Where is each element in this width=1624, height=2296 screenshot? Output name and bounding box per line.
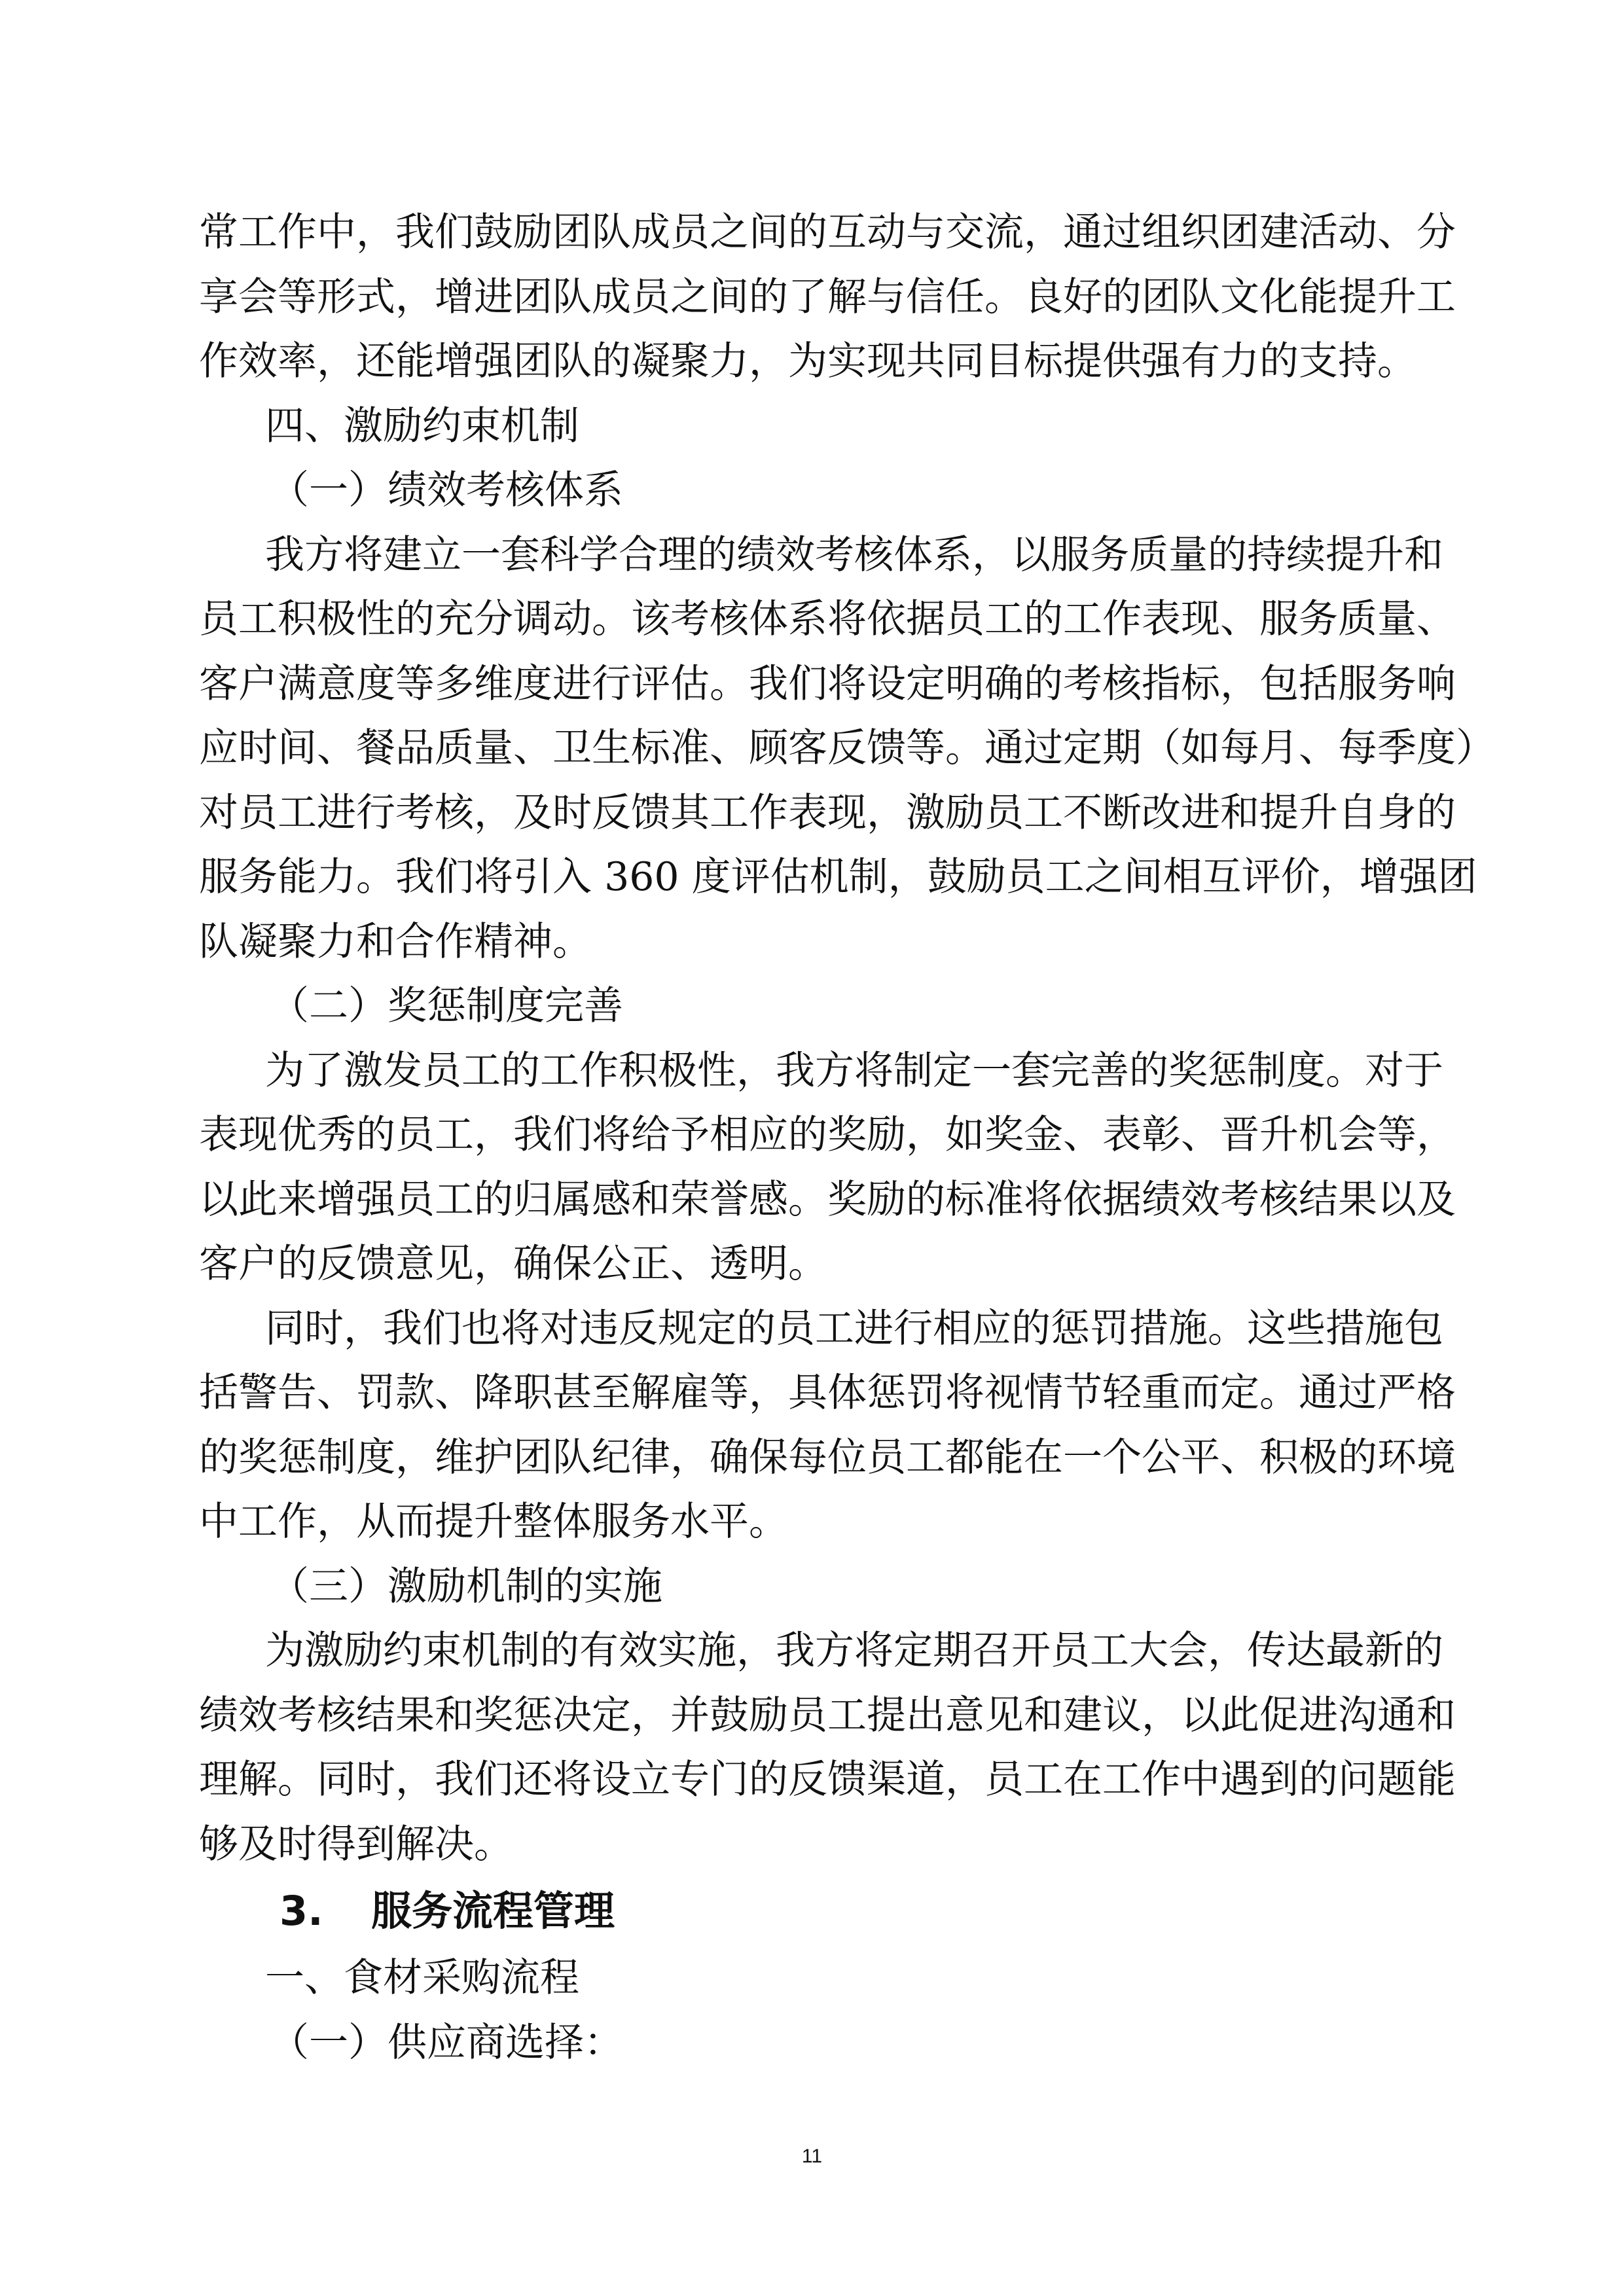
text-line: 应时间、餐品质量、卫生标准、顾客反馈等。通过定期（如每月、每季度） — [199, 725, 1495, 771]
text-line: 常工作中，我们鼓励团队成员之间的互动与交流，通过组织团建活动、分 — [199, 209, 1456, 255]
heading-title: 服务流程管理 — [371, 1887, 615, 1935]
text-line: 中工作，从而提升整体服务水平。 — [199, 1499, 788, 1545]
text-line: 够及时得到解决。 — [199, 1821, 513, 1867]
text-line: 对员工进行考核，及时反馈其工作表现，激励员工不断改进和提升自身的 — [199, 789, 1456, 836]
subsection-title: （一）供应商选择： — [270, 2019, 623, 2066]
text-line: 同时，我们也将对违反规定的员工进行相应的惩罚措施。这些措施包 — [265, 1305, 1443, 1352]
heading-level-3 — [199, 1876, 1428, 1946]
paragraph — [199, 1619, 1456, 1876]
text-line: 的奖惩制度，维护团队纪律，确保每位员工都能在一个公平、积极的环境 — [199, 1434, 1456, 1480]
text-line: 作效率，还能增强团队的凝聚力，为实现共同目标提供强有力的支持。 — [199, 338, 1416, 384]
section-title: 一、食材采购流程 — [265, 1955, 579, 2001]
text-line: 队凝聚力和合作精神。 — [199, 918, 592, 965]
text-line: 我方将建立一套科学合理的绩效考核体系，以服务质量的持续提升和 — [265, 531, 1443, 578]
paragraph — [199, 1297, 1456, 1554]
text-line: 表现优秀的员工，我们将给予相应的奖励，如奖金、表彰、晋升机会等， — [199, 1112, 1456, 1158]
text-line: 员工积极性的充分调动。该考核体系将依据员工的工作表现、服务质量、 — [199, 596, 1456, 642]
subsection-title: （三）激励机制的实施 — [270, 1563, 662, 1609]
text-line: 为激励约束机制的有效实施，我方将定期召开员工大会，传达最新的 — [265, 1628, 1443, 1674]
subsection-title: （一）绩效考核体系 — [270, 467, 623, 513]
subsection-title: （二）奖惩制度完善 — [270, 983, 623, 1029]
text-line: 以此来增强员工的归属感和荣誉感。奖励的标准将依据绩效考核结果以及 — [199, 1176, 1456, 1223]
paragraph — [199, 200, 1456, 394]
heading-number: 3. — [280, 1887, 323, 1935]
text-line: 服务能力。我们将引入 360 度评估机制，鼓励员工之间相互评价，增强团 — [199, 854, 1477, 900]
text-line: 括警告、罚款、降职甚至解雇等，具体惩罚将视情节轻重而定。通过严格 — [199, 1370, 1456, 1416]
document-page — [199, 200, 1495, 2075]
section-title: 四、激励约束机制 — [265, 403, 579, 449]
text-line: 客户满意度等多维度进行评估。我们将设定明确的考核指标，包括服务响 — [199, 660, 1456, 707]
text-line: 理解。同时，我们还将设立专门的反馈渠道，员工在工作中遇到的问题能 — [199, 1757, 1456, 1803]
text-line: 绩效考核结果和奖惩决定，并鼓励员工提出意见和建议，以此促进沟通和 — [199, 1692, 1456, 1738]
paragraph — [199, 1039, 1456, 1297]
paragraph — [199, 523, 1495, 975]
text-line: 客户的反馈意见，确保公正、透明。 — [199, 1241, 827, 1287]
text-line: 为了激发员工的工作积极性，我方将制定一套完善的奖惩制度。对于 — [265, 1047, 1443, 1094]
text-line: 享会等形式，增进团队成员之间的了解与信任。良好的团队文化能提升工 — [199, 274, 1456, 320]
page-number: 11 — [801, 2145, 823, 2167]
